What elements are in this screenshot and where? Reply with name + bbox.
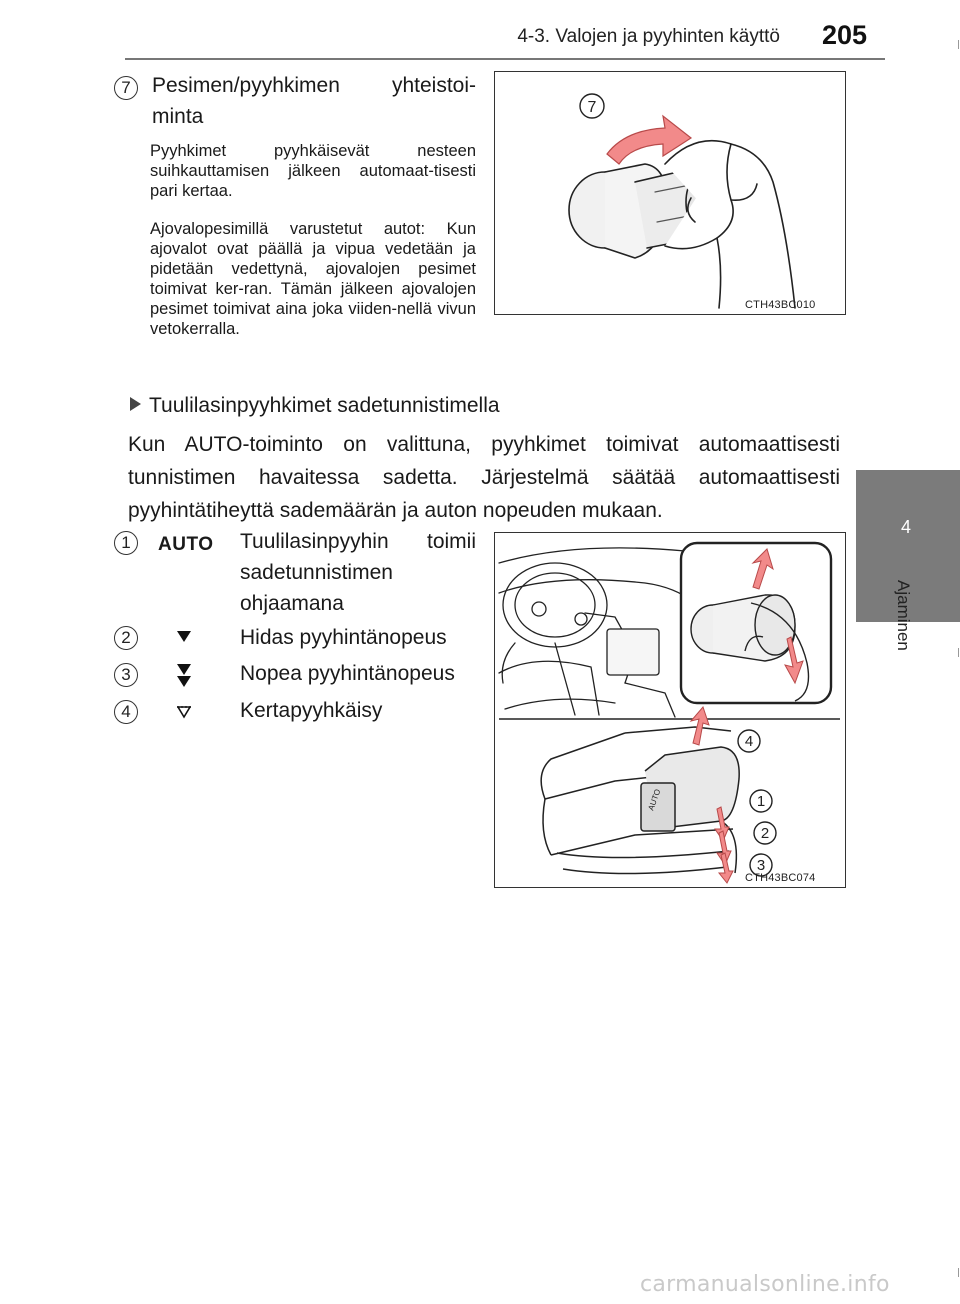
footer-watermark: carmanualsonline.info xyxy=(640,1272,890,1297)
item-heading-line2: minta xyxy=(152,105,204,128)
section-title: 4-3. Valojen ja pyyhinten käyttö xyxy=(517,26,780,47)
item-description: Nopea pyyhintänopeus xyxy=(240,662,455,685)
washer-figure xyxy=(494,71,846,315)
auto-text-icon: AUTO xyxy=(158,534,214,555)
double-down-triangle-icon xyxy=(176,663,192,689)
item-description: Kertapyyhkäisy xyxy=(240,699,383,722)
item-number-badge: 4 xyxy=(114,700,138,724)
item-description: Hidas pyyhintänopeus xyxy=(240,626,447,649)
figure-callout: 4 xyxy=(744,733,754,750)
single-down-triangle-icon xyxy=(176,629,192,643)
figure-callout: 1 xyxy=(756,793,766,810)
item-paragraph: Ajovalopesimillä varustetut autot: Kun ajovalot ovat päällä ja vipua vedetään ja pidetään vedettynä, ajovalojen pesimet toimivat ker-ran. Tämän jälkeen ajovalojen pesimet toimivat aina joka viiden-nellä vivun vetokerralla. xyxy=(150,220,476,338)
chapter-label: Ajaminen xyxy=(894,580,913,651)
item-number-badge: 2 xyxy=(114,626,138,650)
item-heading xyxy=(152,70,476,132)
item-heading-line1: Pesimen/pyyhkimen yhteistoi- xyxy=(152,74,476,97)
item-number-badge: 7 xyxy=(114,76,138,100)
margin-tick xyxy=(958,40,959,49)
bullet-triangle-icon xyxy=(130,397,141,411)
figure-code: CTH43BC010 xyxy=(745,299,816,311)
chapter-number: 4 xyxy=(900,517,911,537)
lever-auto-label: AUTO xyxy=(646,787,663,812)
rain-sensor-illustration xyxy=(495,533,844,886)
figure-callout: 7 xyxy=(587,99,597,116)
figure-callout: 3 xyxy=(756,857,766,874)
subsection-heading xyxy=(130,394,500,418)
item-number-badge: 3 xyxy=(114,663,138,687)
header-divider xyxy=(125,58,885,60)
margin-tick xyxy=(958,648,959,657)
item-description: Tuulilasinpyyhin toimii sadetunnistimen ohjaamana xyxy=(240,530,476,615)
figure-callout: 2 xyxy=(760,825,770,842)
item-paragraph: Pyyhkimet pyyhkäisevät nesteen suihkauttamisen jälkeen automaat-tisesti pari kertaa. xyxy=(150,142,476,200)
body-paragraph: Kun AUTO-toiminto on valittuna, pyyhkimet toimivat automaattisesti tunnistimen havaitessa sadetta. Järjestelmä säätää automaattisesti pyyhintätiheyttä sademäärän ja auton nopeuden mukaan. xyxy=(128,433,840,522)
washer-lever-illustration xyxy=(495,72,844,313)
mist-triangle-icon xyxy=(177,705,191,719)
item-number-badge: 1 xyxy=(114,531,138,555)
margin-tick xyxy=(958,1268,959,1277)
page-number: 205 xyxy=(822,20,868,50)
rain-sensor-figure xyxy=(494,532,846,888)
subsection-heading-text: Tuulilasinpyyhkimet sadetunnistimella xyxy=(149,394,500,417)
figure-code: CTH43BC074 xyxy=(745,872,816,884)
